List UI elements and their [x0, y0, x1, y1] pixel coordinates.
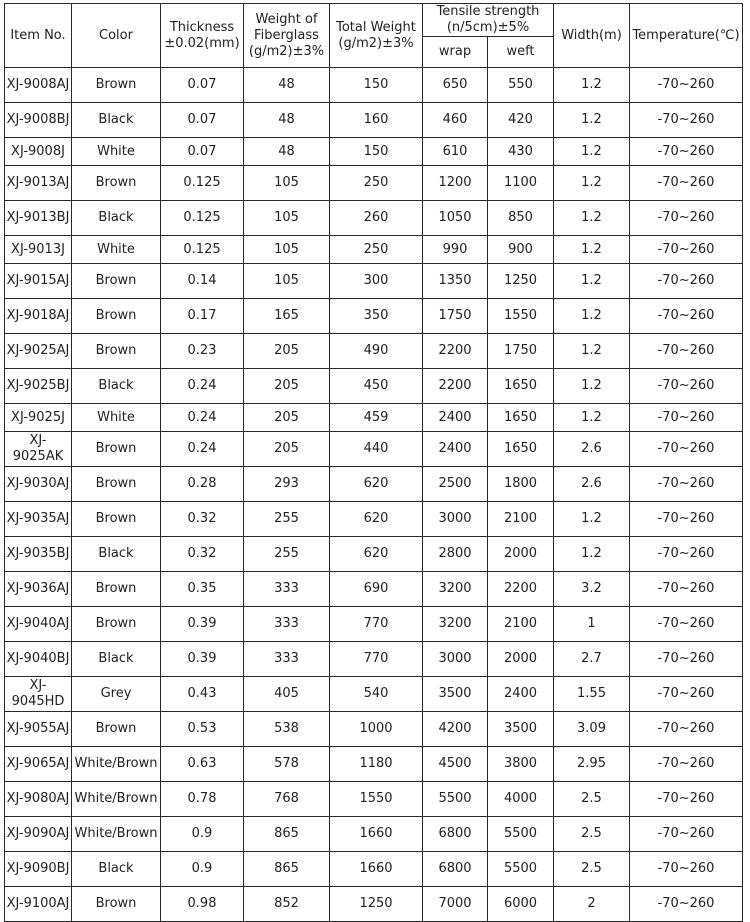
cell-color: Brown [72, 299, 161, 334]
cell-item-no: XJ-9013BJ [5, 201, 72, 236]
header-wrap: wrap [423, 37, 488, 68]
table-row [5, 572, 743, 607]
cell-fiberglass-weight: 538 [244, 712, 330, 747]
cell-color: Brown [72, 607, 161, 642]
table-row [5, 712, 743, 747]
cell-item-no: XJ-9055AJ [5, 712, 72, 747]
cell-thickness: 0.125 [161, 201, 244, 236]
cell-temperature: -70~260 [630, 572, 743, 607]
cell-weft: 3500 [488, 712, 554, 747]
cell-item-no: XJ-9065AJ [5, 747, 72, 782]
cell-wrap: 1750 [423, 299, 488, 334]
table-row [5, 299, 743, 334]
cell-wrap: 2400 [423, 404, 488, 432]
cell-width: 2.6 [554, 432, 630, 467]
cell-wrap: 990 [423, 236, 488, 264]
cell-total-weight: 1660 [330, 817, 423, 852]
cell-total-weight: 440 [330, 432, 423, 467]
cell-width: 2 [554, 887, 630, 922]
cell-total-weight: 540 [330, 677, 423, 712]
cell-wrap: 2200 [423, 334, 488, 369]
cell-wrap: 610 [423, 138, 488, 166]
cell-item-no: XJ-9040BJ [5, 642, 72, 677]
cell-item-no: XJ-9008BJ [5, 103, 72, 138]
table-row [5, 642, 743, 677]
cell-fiberglass-weight: 48 [244, 103, 330, 138]
cell-temperature: -70~260 [630, 887, 743, 922]
cell-weft: 1250 [488, 264, 554, 299]
cell-fiberglass-weight: 255 [244, 537, 330, 572]
cell-fiberglass-weight: 105 [244, 264, 330, 299]
table-row [5, 166, 743, 201]
cell-color: Black [72, 537, 161, 572]
cell-weft: 1650 [488, 432, 554, 467]
cell-wrap: 1200 [423, 166, 488, 201]
cell-thickness: 0.28 [161, 467, 244, 502]
cell-fiberglass-weight: 105 [244, 236, 330, 264]
header-fiberglass-weight: Weight of Fiberglass (g/m2)±3% [244, 4, 330, 68]
cell-total-weight: 450 [330, 369, 423, 404]
cell-item-no: XJ-9025J [5, 404, 72, 432]
cell-width: 2.5 [554, 817, 630, 852]
cell-fiberglass-weight: 205 [244, 334, 330, 369]
cell-fiberglass-weight: 333 [244, 642, 330, 677]
table-row [5, 537, 743, 572]
cell-temperature: -70~260 [630, 467, 743, 502]
cell-fiberglass-weight: 105 [244, 201, 330, 236]
cell-fiberglass-weight: 333 [244, 607, 330, 642]
cell-width: 1.2 [554, 103, 630, 138]
cell-thickness: 0.14 [161, 264, 244, 299]
cell-fiberglass-weight: 48 [244, 138, 330, 166]
header-total-weight: Total Weight (g/m2)±3% [330, 4, 423, 68]
cell-temperature: -70~260 [630, 166, 743, 201]
cell-wrap: 650 [423, 68, 488, 103]
cell-item-no: XJ-9008AJ [5, 68, 72, 103]
cell-wrap: 6800 [423, 817, 488, 852]
cell-thickness: 0.63 [161, 747, 244, 782]
cell-wrap: 4200 [423, 712, 488, 747]
cell-item-no: XJ-9030AJ [5, 467, 72, 502]
header-weft: weft [488, 37, 554, 68]
cell-temperature: -70~260 [630, 817, 743, 852]
cell-weft: 900 [488, 236, 554, 264]
cell-weft: 5500 [488, 852, 554, 887]
cell-fiberglass-weight: 852 [244, 887, 330, 922]
cell-color: Black [72, 642, 161, 677]
cell-width: 1.2 [554, 166, 630, 201]
cell-total-weight: 350 [330, 299, 423, 334]
cell-wrap: 6800 [423, 852, 488, 887]
cell-weft: 430 [488, 138, 554, 166]
cell-total-weight: 770 [330, 607, 423, 642]
cell-temperature: -70~260 [630, 607, 743, 642]
cell-thickness: 0.23 [161, 334, 244, 369]
cell-temperature: -70~260 [630, 712, 743, 747]
cell-thickness: 0.32 [161, 537, 244, 572]
cell-color: White [72, 236, 161, 264]
table-body [5, 68, 743, 922]
table-row [5, 817, 743, 852]
cell-total-weight: 1550 [330, 782, 423, 817]
cell-fiberglass-weight: 105 [244, 166, 330, 201]
header-color: Color [72, 4, 161, 68]
cell-temperature: -70~260 [630, 502, 743, 537]
cell-weft: 6000 [488, 887, 554, 922]
cell-total-weight: 150 [330, 68, 423, 103]
table-row [5, 369, 743, 404]
cell-weft: 2400 [488, 677, 554, 712]
cell-wrap: 4500 [423, 747, 488, 782]
cell-temperature: -70~260 [630, 677, 743, 712]
cell-width: 2.95 [554, 747, 630, 782]
cell-width: 3.09 [554, 712, 630, 747]
cell-thickness: 0.24 [161, 432, 244, 467]
cell-width: 3.2 [554, 572, 630, 607]
spec-table [4, 3, 743, 922]
cell-weft: 1550 [488, 299, 554, 334]
cell-item-no: XJ-9045HD [5, 677, 72, 712]
cell-wrap: 3000 [423, 502, 488, 537]
cell-thickness: 0.07 [161, 68, 244, 103]
cell-wrap: 460 [423, 103, 488, 138]
cell-fiberglass-weight: 865 [244, 852, 330, 887]
table-row [5, 782, 743, 817]
table-row [5, 607, 743, 642]
cell-item-no: XJ-9035BJ [5, 537, 72, 572]
cell-thickness: 0.24 [161, 369, 244, 404]
cell-color: Brown [72, 432, 161, 467]
cell-color: Black [72, 201, 161, 236]
cell-temperature: -70~260 [630, 138, 743, 166]
cell-total-weight: 620 [330, 502, 423, 537]
cell-color: Brown [72, 887, 161, 922]
cell-weft: 2000 [488, 537, 554, 572]
cell-weft: 1800 [488, 467, 554, 502]
cell-fiberglass-weight: 205 [244, 369, 330, 404]
cell-wrap: 5500 [423, 782, 488, 817]
cell-weft: 2000 [488, 642, 554, 677]
cell-temperature: -70~260 [630, 747, 743, 782]
cell-thickness: 0.43 [161, 677, 244, 712]
cell-weft: 1650 [488, 369, 554, 404]
cell-thickness: 0.35 [161, 572, 244, 607]
cell-total-weight: 490 [330, 334, 423, 369]
cell-temperature: -70~260 [630, 369, 743, 404]
cell-temperature: -70~260 [630, 642, 743, 677]
cell-wrap: 3200 [423, 607, 488, 642]
cell-item-no: XJ-9013AJ [5, 166, 72, 201]
cell-temperature: -70~260 [630, 334, 743, 369]
cell-width: 1.55 [554, 677, 630, 712]
header-width: Width(m) [554, 4, 630, 68]
cell-color: White/Brown [72, 747, 161, 782]
cell-temperature: -70~260 [630, 201, 743, 236]
cell-wrap: 2500 [423, 467, 488, 502]
cell-weft: 850 [488, 201, 554, 236]
table-row [5, 887, 743, 922]
header-thickness: Thickness ±0.02(mm) [161, 4, 244, 68]
cell-weft: 3800 [488, 747, 554, 782]
cell-thickness: 0.39 [161, 642, 244, 677]
cell-fiberglass-weight: 578 [244, 747, 330, 782]
cell-color: Brown [72, 467, 161, 502]
cell-temperature: -70~260 [630, 236, 743, 264]
cell-width: 1.2 [554, 201, 630, 236]
cell-width: 2.6 [554, 467, 630, 502]
cell-total-weight: 250 [330, 236, 423, 264]
cell-weft: 2200 [488, 572, 554, 607]
cell-color: White/Brown [72, 782, 161, 817]
cell-thickness: 0.32 [161, 502, 244, 537]
cell-color: Brown [72, 502, 161, 537]
cell-item-no: XJ-9036AJ [5, 572, 72, 607]
cell-fiberglass-weight: 405 [244, 677, 330, 712]
table-row [5, 68, 743, 103]
cell-fiberglass-weight: 165 [244, 299, 330, 334]
cell-total-weight: 1180 [330, 747, 423, 782]
cell-color: Black [72, 103, 161, 138]
cell-thickness: 0.53 [161, 712, 244, 747]
cell-temperature: -70~260 [630, 782, 743, 817]
cell-temperature: -70~260 [630, 432, 743, 467]
table-row [5, 138, 743, 166]
header-tensile-strength: Tensile strength (n/5cm)±5% [423, 4, 554, 37]
cell-total-weight: 150 [330, 138, 423, 166]
cell-color: Brown [72, 166, 161, 201]
cell-wrap: 2200 [423, 369, 488, 404]
cell-color: Brown [72, 712, 161, 747]
cell-temperature: -70~260 [630, 852, 743, 887]
cell-item-no: XJ-9040AJ [5, 607, 72, 642]
cell-fiberglass-weight: 293 [244, 467, 330, 502]
table-row [5, 334, 743, 369]
cell-fiberglass-weight: 255 [244, 502, 330, 537]
cell-width: 2.5 [554, 782, 630, 817]
cell-width: 1.2 [554, 299, 630, 334]
cell-temperature: -70~260 [630, 299, 743, 334]
cell-color: Black [72, 852, 161, 887]
table-row [5, 852, 743, 887]
cell-item-no: XJ-9090BJ [5, 852, 72, 887]
cell-item-no: XJ-9013J [5, 236, 72, 264]
cell-weft: 1100 [488, 166, 554, 201]
cell-fiberglass-weight: 865 [244, 817, 330, 852]
table-row [5, 467, 743, 502]
cell-width: 1.2 [554, 334, 630, 369]
cell-thickness: 0.39 [161, 607, 244, 642]
cell-width: 2.5 [554, 852, 630, 887]
cell-weft: 420 [488, 103, 554, 138]
cell-width: 1.2 [554, 502, 630, 537]
cell-width: 1.2 [554, 537, 630, 572]
cell-item-no: XJ-9025AJ [5, 334, 72, 369]
cell-width: 1.2 [554, 404, 630, 432]
cell-thickness: 0.24 [161, 404, 244, 432]
cell-width: 1.2 [554, 68, 630, 103]
cell-thickness: 0.78 [161, 782, 244, 817]
cell-temperature: -70~260 [630, 537, 743, 572]
cell-thickness: 0.125 [161, 166, 244, 201]
cell-item-no: XJ-9090AJ [5, 817, 72, 852]
cell-thickness: 0.9 [161, 852, 244, 887]
cell-thickness: 0.98 [161, 887, 244, 922]
cell-color: White/Brown [72, 817, 161, 852]
cell-total-weight: 160 [330, 103, 423, 138]
cell-wrap: 2400 [423, 432, 488, 467]
cell-width: 1.2 [554, 369, 630, 404]
cell-item-no: XJ-9025BJ [5, 369, 72, 404]
cell-item-no: XJ-9025AK [5, 432, 72, 467]
cell-width: 2.7 [554, 642, 630, 677]
cell-total-weight: 260 [330, 201, 423, 236]
cell-item-no: XJ-9080AJ [5, 782, 72, 817]
cell-wrap: 2800 [423, 537, 488, 572]
cell-temperature: -70~260 [630, 404, 743, 432]
table-row [5, 747, 743, 782]
cell-temperature: -70~260 [630, 68, 743, 103]
cell-fiberglass-weight: 48 [244, 68, 330, 103]
cell-color: Black [72, 369, 161, 404]
cell-color: White [72, 404, 161, 432]
cell-thickness: 0.17 [161, 299, 244, 334]
cell-fiberglass-weight: 768 [244, 782, 330, 817]
cell-thickness: 0.07 [161, 103, 244, 138]
table-row [5, 236, 743, 264]
cell-wrap: 3200 [423, 572, 488, 607]
cell-color: Brown [72, 68, 161, 103]
cell-weft: 1650 [488, 404, 554, 432]
cell-weft: 550 [488, 68, 554, 103]
cell-total-weight: 300 [330, 264, 423, 299]
cell-color: Grey [72, 677, 161, 712]
cell-weft: 2100 [488, 502, 554, 537]
header-temperature: Temperature(℃) [630, 4, 743, 68]
cell-width: 1.2 [554, 264, 630, 299]
cell-item-no: XJ-9008J [5, 138, 72, 166]
cell-wrap: 1350 [423, 264, 488, 299]
cell-total-weight: 620 [330, 467, 423, 502]
cell-fiberglass-weight: 205 [244, 404, 330, 432]
cell-weft: 2100 [488, 607, 554, 642]
cell-temperature: -70~260 [630, 264, 743, 299]
table-row [5, 404, 743, 432]
cell-wrap: 1050 [423, 201, 488, 236]
cell-thickness: 0.9 [161, 817, 244, 852]
cell-color: White [72, 138, 161, 166]
cell-total-weight: 1660 [330, 852, 423, 887]
cell-total-weight: 1000 [330, 712, 423, 747]
cell-width: 1.2 [554, 138, 630, 166]
cell-weft: 4000 [488, 782, 554, 817]
cell-thickness: 0.07 [161, 138, 244, 166]
cell-item-no: XJ-9015AJ [5, 264, 72, 299]
table-row [5, 201, 743, 236]
table-row [5, 502, 743, 537]
cell-total-weight: 1250 [330, 887, 423, 922]
cell-item-no: XJ-9018AJ [5, 299, 72, 334]
cell-total-weight: 690 [330, 572, 423, 607]
cell-fiberglass-weight: 333 [244, 572, 330, 607]
cell-wrap: 3500 [423, 677, 488, 712]
table-row [5, 677, 743, 712]
cell-fiberglass-weight: 205 [244, 432, 330, 467]
cell-width: 1.2 [554, 236, 630, 264]
table-row [5, 432, 743, 467]
cell-item-no: XJ-9100AJ [5, 887, 72, 922]
cell-weft: 1750 [488, 334, 554, 369]
cell-item-no: XJ-9035AJ [5, 502, 72, 537]
cell-total-weight: 620 [330, 537, 423, 572]
cell-total-weight: 770 [330, 642, 423, 677]
cell-wrap: 3000 [423, 642, 488, 677]
cell-thickness: 0.125 [161, 236, 244, 264]
table-row [5, 264, 743, 299]
cell-temperature: -70~260 [630, 103, 743, 138]
cell-color: Brown [72, 334, 161, 369]
cell-wrap: 7000 [423, 887, 488, 922]
table-row [5, 103, 743, 138]
cell-width: 1 [554, 607, 630, 642]
cell-total-weight: 250 [330, 166, 423, 201]
cell-color: Brown [72, 572, 161, 607]
cell-weft: 5500 [488, 817, 554, 852]
header-item-no: Item No. [5, 4, 72, 68]
cell-total-weight: 459 [330, 404, 423, 432]
cell-color: Brown [72, 264, 161, 299]
